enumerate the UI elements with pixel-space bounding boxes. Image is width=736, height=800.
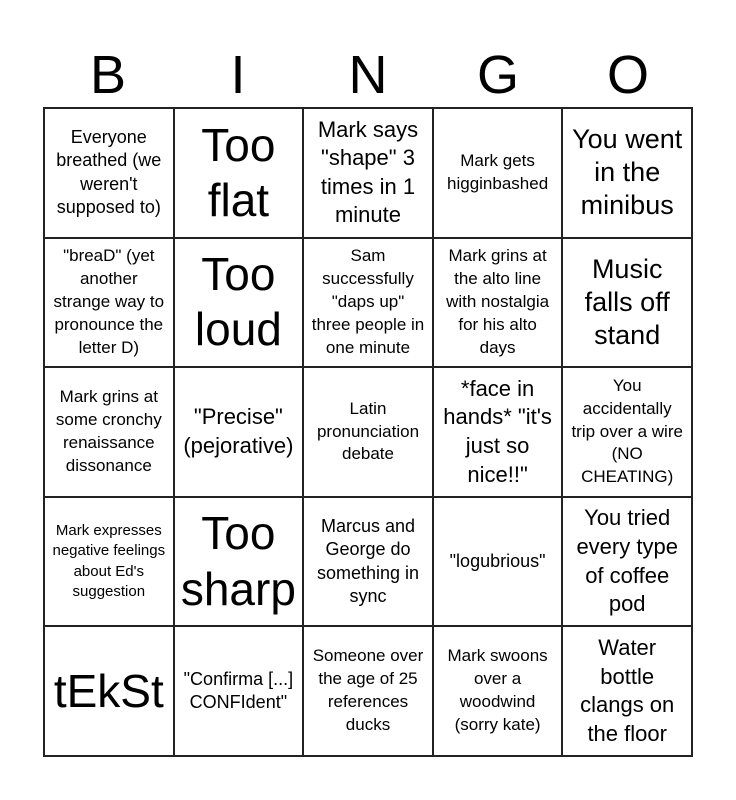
bingo-cell[interactable]: [174, 238, 304, 368]
bingo-cell[interactable]: [562, 367, 692, 497]
cell-text: Music falls off stand: [584, 253, 670, 350]
cell-text: Sam successfully "daps up" three people in one minute: [311, 246, 425, 357]
cell-text: Latin pronunciation debate: [316, 398, 420, 464]
bingo-header: [43, 44, 693, 106]
cell-text: Everyone breathed (we weren't supposed to): [56, 127, 162, 218]
bingo-cell[interactable]: [174, 108, 304, 238]
cell-text: Marcus and George do something in sync: [316, 515, 420, 606]
bingo-cell[interactable]: [303, 367, 433, 497]
bingo-cell[interactable]: [303, 108, 433, 238]
bingo-cell[interactable]: [303, 626, 433, 756]
bingo-cell[interactable]: [44, 108, 174, 238]
header-letter-b: B: [89, 45, 127, 105]
cell-text: Mark grins at the alto line with nostalgia for his alto days: [446, 246, 550, 357]
bingo-cell[interactable]: [433, 497, 563, 627]
bingo-cell[interactable]: [433, 108, 563, 238]
header-letter-g: G: [476, 45, 519, 105]
bingo-cell[interactable]: [174, 626, 304, 756]
bingo-cell[interactable]: [303, 497, 433, 627]
bingo-cell[interactable]: [174, 497, 304, 627]
bingo-cell[interactable]: [303, 238, 433, 368]
cell-text: Water bottle clangs on the floor: [580, 635, 675, 746]
header-letter-n: N: [348, 45, 388, 105]
cell-text: Too flat: [201, 118, 276, 226]
cell-text: tEkSt: [53, 664, 164, 717]
bingo-cell[interactable]: [562, 626, 692, 756]
bingo-cell[interactable]: [433, 367, 563, 497]
cell-text: Mark grins at some cronchy renaissance dissonance: [55, 387, 162, 475]
bingo-cell[interactable]: [44, 238, 174, 368]
cell-text: You tried every type of coffee pod: [576, 505, 678, 617]
cell-text: "logubrious": [449, 550, 546, 571]
bingo-cell[interactable]: [44, 367, 174, 497]
cell-text: Too sharp: [180, 507, 296, 615]
bingo-cell[interactable]: [44, 626, 174, 756]
cell-text: *face in hands* "it's just so nice!!": [443, 375, 552, 487]
bingo-cell[interactable]: [562, 238, 692, 368]
bingo-cell[interactable]: [44, 497, 174, 627]
cell-text: Mark expresses negative feelings about Ed's suggestion: [52, 522, 166, 600]
header-letter-o: O: [606, 45, 649, 105]
cell-text: "Confirma [...] CONFIdent": [183, 668, 294, 713]
cell-text: You accidentally trip over a wire (NO CHEATING): [571, 375, 683, 487]
bingo-cell[interactable]: [174, 367, 304, 497]
bingo-cell[interactable]: [562, 497, 692, 627]
header-letter-i: I: [230, 45, 246, 105]
cell-text: Too loud: [194, 248, 282, 356]
cell-text: You went in the minibus: [572, 124, 683, 221]
cell-text: "Precise" (pejorative): [183, 404, 294, 458]
bingo-cell[interactable]: [433, 626, 563, 756]
bingo-cell[interactable]: [433, 238, 563, 368]
cell-text: Mark says "shape" 3 times in 1 minute: [317, 116, 419, 228]
bingo-cell[interactable]: [562, 108, 692, 238]
cell-text: "breaD" (yet another strange way to pronounce the letter D): [53, 246, 165, 357]
cell-text: Mark gets higginbashed: [447, 150, 549, 193]
cell-text: Mark swoons over a woodwind (sorry kate): [447, 646, 548, 735]
cell-text: Someone over the age of 25 references ducks: [312, 646, 424, 735]
bingo-board: [43, 107, 693, 757]
